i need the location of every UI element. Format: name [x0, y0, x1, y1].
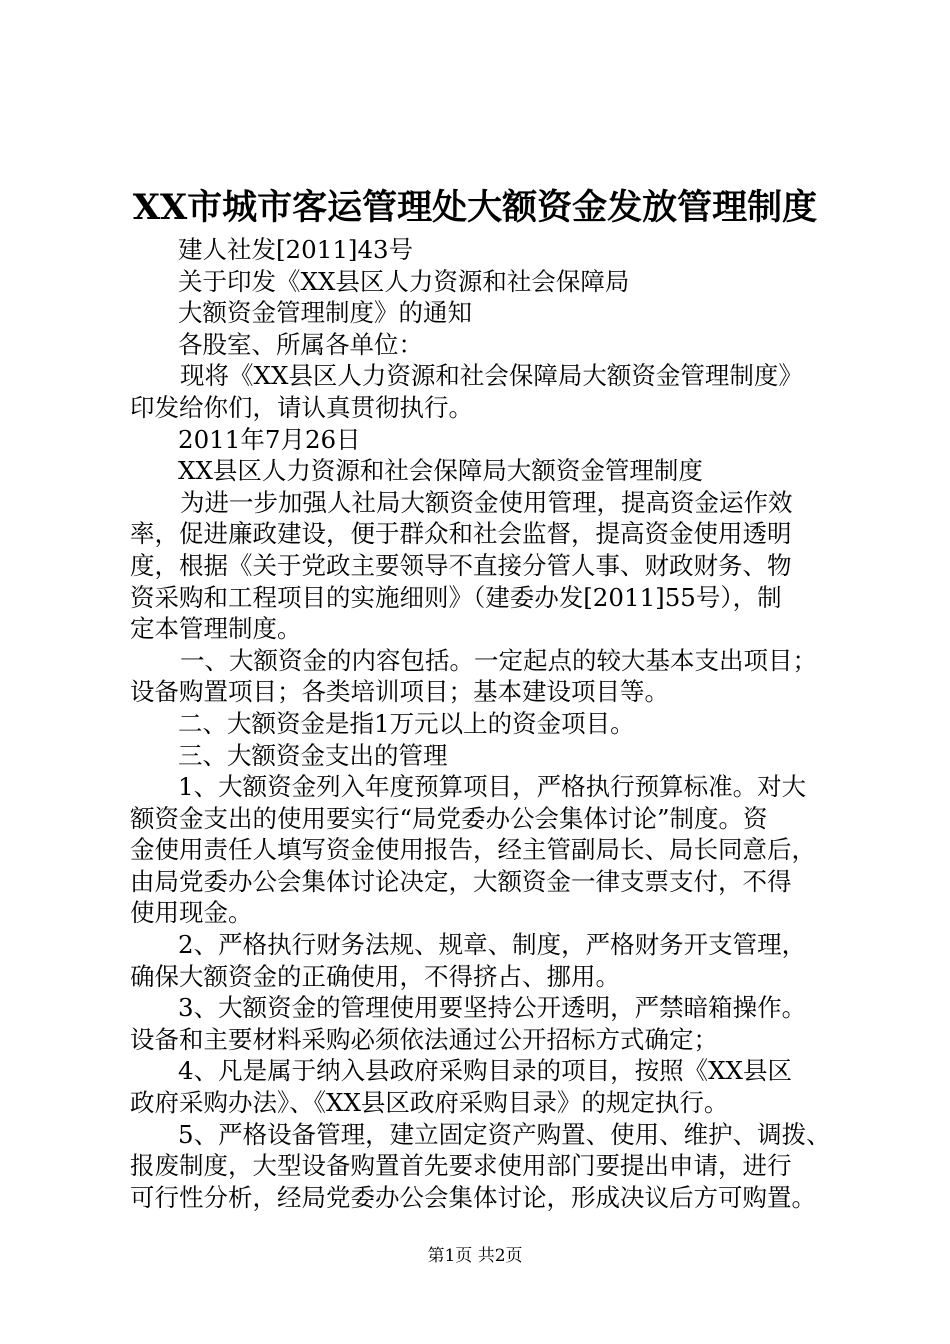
body-line: 金使用责任人填写资金使用报告，经主管副局长、局长同意后，	[130, 835, 816, 865]
document-title: XX市城市客运管理处大额资金发放管理制度	[132, 187, 818, 228]
clause-line: 3、大额资金的管理使用要坚持公开透明，严禁暗箱操作。	[178, 993, 807, 1023]
page-number-footer: 第1页 共2页	[427, 1246, 523, 1266]
document-body	[130, 234, 840, 1213]
issue-date: 2011年7月26日	[178, 424, 361, 454]
body-line: 报废制度，大型设备购置首先要求使用部门要提出申请，进行	[130, 1151, 792, 1181]
body-line: 设备购置项目；各类培训项目；基本建设项目等。	[130, 677, 669, 707]
body-line: 设备和主要材料采购必须依法通过公开招标方式确定；	[130, 1024, 718, 1054]
body-line: 额资金支出的使用要实行“局党委办公会集体讨论”制度。资	[130, 803, 768, 833]
body-line: 为进一步加强人社局大额资金使用管理，提高资金运作效	[180, 487, 793, 517]
body-line: 使用现金。	[130, 898, 253, 928]
clause-line: 5、严格设备管理，建立固定资产购置、使用、维护、调拨、	[178, 1119, 831, 1149]
body-line: 由局党委办公会集体讨论决定，大额资金一律支票支付，不得	[130, 866, 792, 896]
body-line: 率，促进廉政建设，便于群众和社会监督，提高资金使用透明	[130, 519, 792, 549]
body-line: 现将《XX县区人力资源和社会保障局大额资金管理制度》	[180, 361, 803, 391]
body-line: 印发给你们，请认真贯彻执行。	[130, 392, 473, 422]
body-line: 可行性分析，经局党委办公会集体讨论，形成决议后方可购置。	[130, 1182, 816, 1212]
body-line: 资采购和工程项目的实施细则》（建委办发[2011]55号），制	[130, 582, 782, 612]
document-number: 建人社发[2011]43号	[178, 235, 414, 264]
notice-title-line: 大额资金管理制度》的通知	[178, 298, 472, 328]
notice-title-line: 关于印发《XX县区人力资源和社会保障局	[178, 266, 630, 296]
section-line: 一、大额资金的内容包括。一定起点的较大基本支出项目；	[180, 645, 817, 675]
addressee: 各股室、所属各单位：	[178, 329, 423, 359]
regulation-title: XX县区人力资源和社会保障局大额资金管理制度	[178, 456, 703, 486]
body-line: 政府采购办法》、《XX县区政府采购目录》的规定执行。	[130, 1088, 729, 1118]
section-line: 二、大额资金是指1万元以上的资金项目。	[178, 708, 635, 738]
body-line: 度，根据《关于党政主要领导不直接分管人事、财政财务、物	[130, 550, 792, 580]
clause-line: 1、大额资金列入年度预算项目，严格执行预算标准。对大	[178, 772, 807, 802]
section-heading: 三、大额资金支出的管理	[178, 740, 448, 770]
body-line: 定本管理制度。	[130, 614, 302, 644]
body-line: 确保大额资金的正确使用，不得挤占、挪用。	[130, 961, 620, 991]
clause-line: 4、凡是属于纳入县政府采购目录的项目，按照《XX县区	[178, 1056, 792, 1086]
clause-line: 2、严格执行财务法规、规章、制度，严格财务开支管理，	[178, 930, 807, 960]
